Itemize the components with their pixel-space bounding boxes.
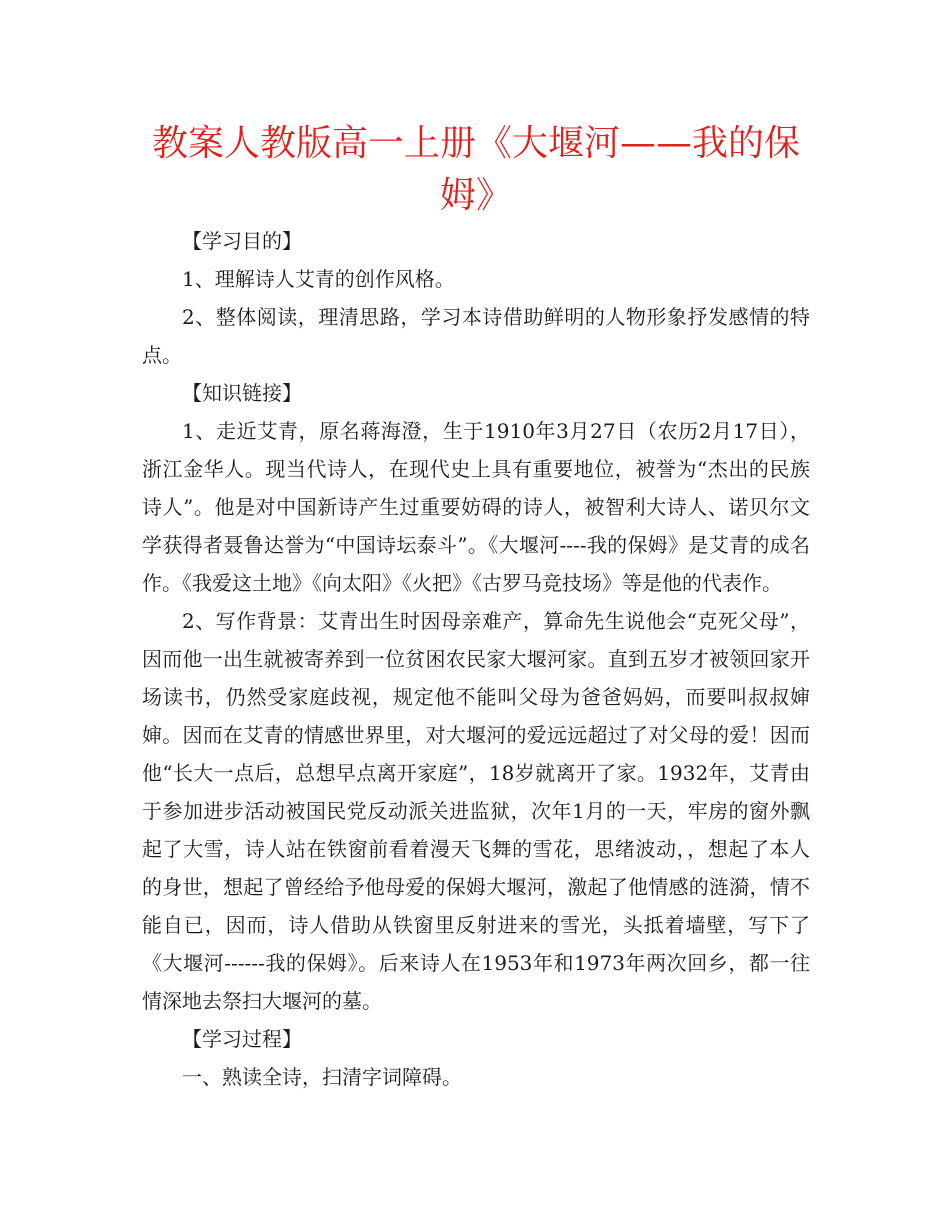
document-title: 教案人教版高一上册《大堰河——我的保姆》 — [151, 123, 800, 216]
document-body — [142, 222, 810, 1096]
section-heading-knowledge: 【知识链接】 — [182, 381, 302, 405]
process-item-1: 一、熟读全诗，扫清字词障碍。 — [182, 1065, 462, 1089]
document-page — [142, 118, 810, 1096]
goal-item-1: 1、理解诗人艾青的创作风格。 — [182, 267, 455, 291]
goal-item-2: 2、整体阅读，理清思路，学习本诗借助鲜明的人物形象抒发感情的特点。 — [142, 305, 810, 367]
section-heading-process: 【学习过程】 — [182, 1027, 302, 1051]
knowledge-item-2: 2、写作背景：艾青出生时因母亲难产，算命先生说他会“克死父母”，因而他一出生就被寄养到一位贫困农民家大堰河家。直到五岁才被领回家开场读书，仍然受家庭歧视，规定他不能叫父母为爸爸妈妈，而要叫叔叔婶婶。因而在艾青的情感世界里，对大堰河的爱远远超过了对父母的爱！因而他“长大一点后，总想早点离开家庭”，18岁就离开了家。1932年，艾青由于参加进步活动被国民党反动派关进监狱，次年1月的一天，牢房的窗外飘起了大雪，诗人站在铁窗前看着漫天飞舞的雪花，思绪波动，，想起了本人的身世，想起了曾经给予他母爱的保姆大堰河，激起了他情感的涟漪，情不能自已，因而，诗人借助从铁窗里反射进来的雪光，头抵着墙壁，写下了《大堰河------我的保姆》。后来诗人在1953年和1973年两次回乡，都一往情深地去祭扫大堰河的墓。 — [142, 609, 810, 1013]
knowledge-item-1: 1、走近艾青，原名蒋海澄，生于1910年3月27日（农历2月17日），浙江金华人。现当代诗人，在现代史上具有重要地位，被誉为“杰出的民族诗人”。他是对中国新诗产生过重要妨碍的诗人，被智利大诗人、诺贝尔文学获得者聂鲁达誉为“中国诗坛泰斗”。《大堰河----我的保姆》是艾青的成名作。《我爱这土地》《向太阳》《火把》《古罗马竞技场》等是他的代表作。 — [142, 419, 810, 595]
section-heading-goals: 【学习目的】 — [182, 229, 302, 253]
